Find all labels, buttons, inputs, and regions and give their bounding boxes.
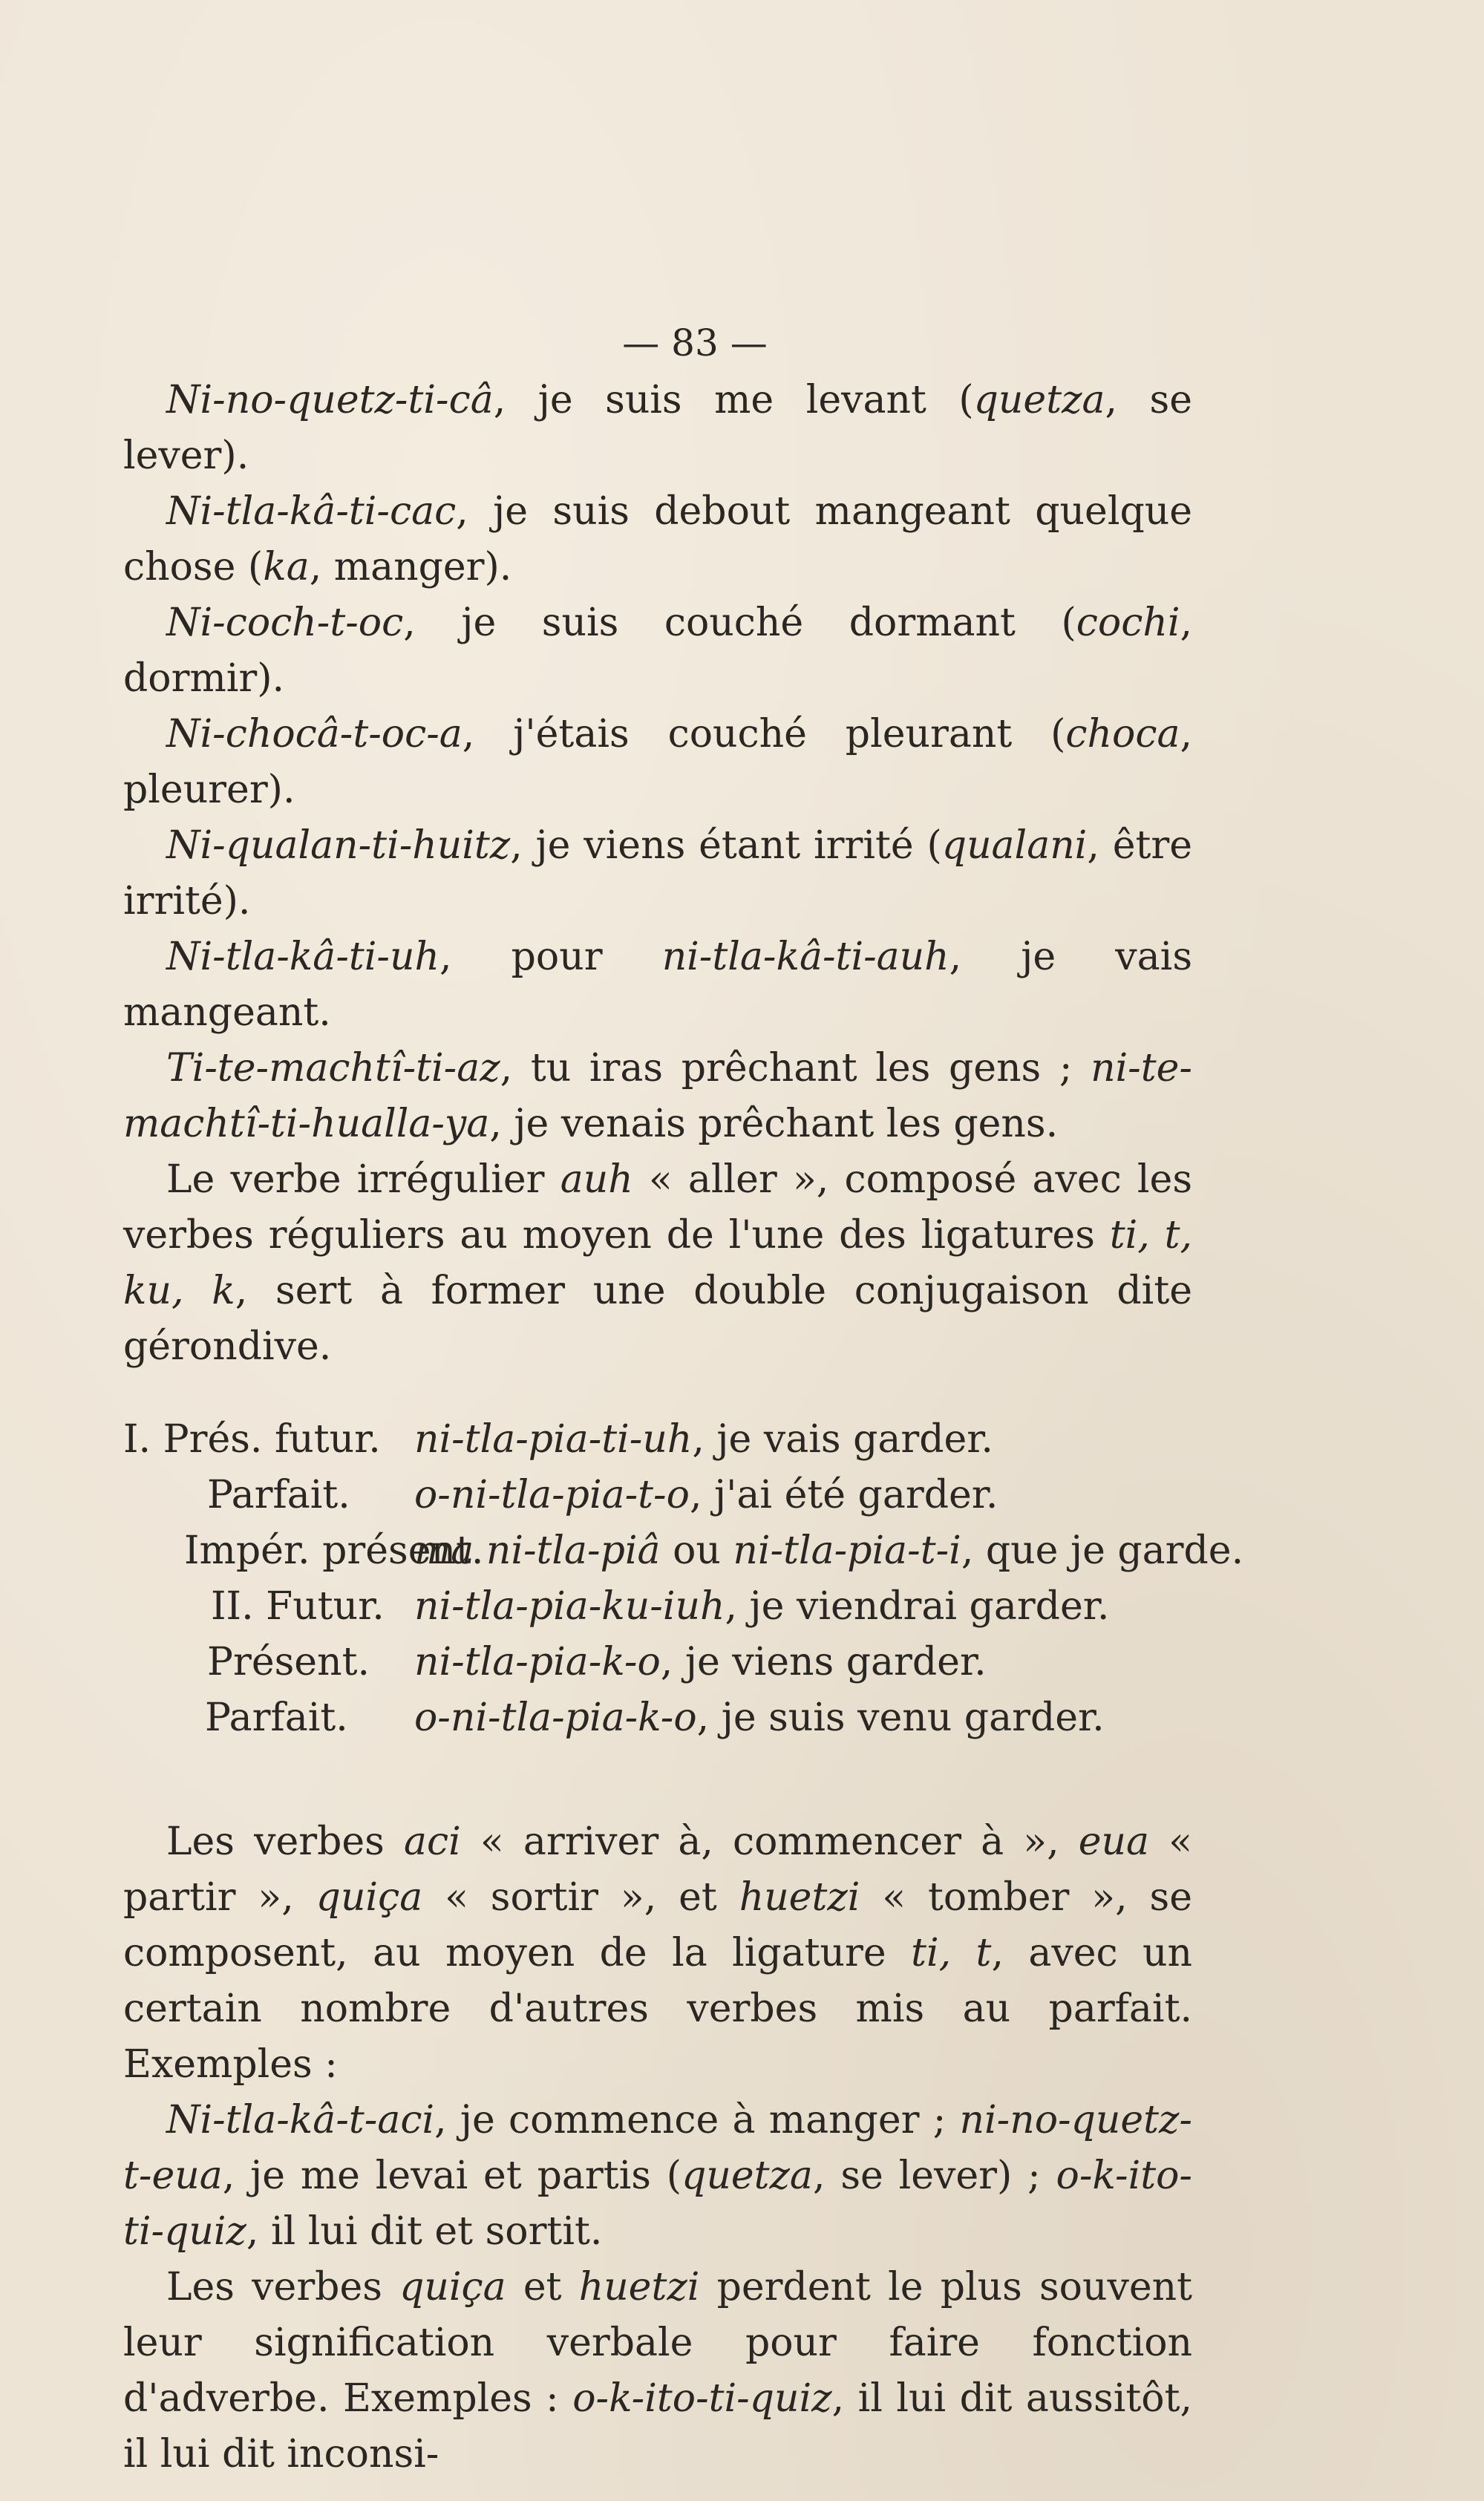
conjugation-form — [414, 1579, 1192, 1635]
italic-term: cochi — [1076, 601, 1180, 645]
text-run: , manger). — [309, 545, 512, 589]
italic-term: Ni-tla-kâ-ti-uh — [166, 935, 439, 979]
text-run: , j'ai été garder. — [689, 1473, 998, 1517]
text-run: , je viens garder. — [660, 1640, 987, 1684]
italic-term: ti, t, ku, k — [123, 1213, 1192, 1313]
italic-term: quetza — [973, 378, 1105, 422]
italic-term: Ni-tla-kâ-ti-cac — [166, 489, 457, 534]
paragraph — [123, 1041, 1192, 1152]
paragraph — [123, 595, 1192, 707]
italic-term: Ni-chocâ-t-oc-a — [166, 712, 462, 756]
paragraph — [123, 2093, 1192, 2260]
italic-term: ni-tla-pia-ti-uh — [414, 1417, 693, 1462]
text-run: , se lever). — [123, 378, 1192, 478]
italic-term: choca — [1065, 712, 1180, 756]
conjugation-form — [414, 1468, 1192, 1523]
text-run: Les verbes — [166, 2265, 400, 2309]
text-run: et — [506, 2265, 579, 2309]
italic-term: Ni-qualan-ti-huitz — [166, 823, 511, 868]
text-run: , je venais prêchant les gens. — [489, 1102, 1059, 1146]
text-run: « partir », — [123, 1820, 1192, 1920]
conjugation-table — [123, 1412, 1244, 1746]
italic-term: huetzi — [739, 1875, 860, 1920]
text-run: Le verbe irrégulier — [166, 1157, 560, 1202]
text-run: ou — [660, 1529, 733, 1573]
italic-term: quetza — [681, 2154, 813, 2198]
text-run: , avec un certain nombre d'autres verbes mis au parfait. Exemples : — [123, 1931, 1193, 2087]
text-run: , sert à former une double conjugaison dite gérondive. — [123, 1269, 1192, 1369]
intro-section — [123, 373, 1192, 1375]
page-body — [123, 316, 1244, 2482]
italic-term: ti, t — [911, 1931, 992, 1975]
italic-term: Ti-te-machtî-ti-az — [166, 1046, 500, 1091]
paragraph — [123, 707, 1192, 818]
text-run: , je suis me levant ( — [493, 378, 974, 422]
italic-term: Ni-coch-t-oc — [166, 601, 404, 645]
italic-term: qualani — [941, 823, 1088, 868]
text-run: « sortir », et — [422, 1875, 739, 1920]
text-run: , je viens étant irrité ( — [510, 823, 942, 868]
italic-term: ni-no-quetz-t-eua — [123, 2098, 1192, 2198]
italic-term: Ni-tla-kâ-t-aci — [166, 2098, 435, 2142]
page-number: — 83 — — [622, 321, 768, 364]
conjugation-form — [414, 1690, 1192, 1746]
italic-term: ni-tla-pia-t-i — [733, 1529, 961, 1573]
italic-term: o-k-ito-ti-quiz — [123, 2154, 1192, 2254]
paragraph — [123, 373, 1192, 484]
text-run: « aller », composé avec les verbes réguliers au moyen de l'une des ligatures — [123, 1157, 1193, 1258]
italic-term: eua — [1078, 1820, 1150, 1864]
tense-label: Parfait. — [207, 1473, 350, 1517]
text-run: , il lui dit aussitôt, il lui dit inconsi- — [123, 2376, 1192, 2477]
paragraph — [123, 818, 1192, 929]
tense-label: Parfait. — [205, 1696, 348, 1740]
text-run: , tu iras prêchant les gens ; — [500, 1046, 1091, 1091]
italic-term: ni-tla-kâ-ti-auh — [661, 935, 949, 979]
italic-term: ni-tla-pia-k-o — [414, 1640, 661, 1684]
text-run: « tomber », se composent, au moyen de la ligature — [123, 1875, 1192, 1975]
italic-term: aci — [404, 1820, 461, 1864]
tense-label: Impér. présent. — [184, 1529, 484, 1573]
conjugation-row — [123, 1690, 1192, 1746]
tense-label: II. Futur. — [211, 1584, 385, 1629]
tense-label: I. Prés. futur. — [123, 1417, 381, 1462]
conjugation-form — [414, 1523, 1243, 1579]
text-run: , il lui dit et sortit. — [246, 2209, 603, 2254]
italic-term: o-ni-tla-pia-k-o — [414, 1696, 697, 1740]
paragraph — [123, 484, 1192, 595]
text-run: , j'étais couché pleurant ( — [462, 712, 1066, 756]
italic-term: o-ni-tla-pia-t-o — [414, 1473, 690, 1517]
conjugation-row — [123, 1635, 1192, 1690]
italic-term: huetzi — [578, 2265, 700, 2309]
italic-term: ka — [263, 545, 310, 589]
paragraph — [123, 1814, 1192, 2093]
paragraph — [123, 929, 1192, 1041]
italic-term: ma ni-tla-piâ — [414, 1529, 661, 1573]
text-run: , être irrité). — [123, 823, 1192, 923]
text-run: , se lever) ; — [812, 2154, 1056, 2198]
conjugation-row — [123, 1412, 1192, 1468]
paragraph — [123, 2260, 1192, 2482]
text-run: perdent le plus souvent leur signification verbale pour faire fonction d'adverbe. Exemples : — [123, 2265, 1192, 2421]
text-run: , dormir). — [123, 601, 1192, 701]
text-run: , je commence à manger ; — [434, 2098, 960, 2142]
conjugation-row — [123, 1468, 1192, 1523]
text-run: , je suis debout mangeant quelque chose ( — [123, 489, 1192, 589]
italic-term: Ni-no-quetz-ti-câ — [166, 378, 494, 422]
text-run: , pour — [439, 935, 662, 979]
italic-term: ni-te-machtî-ti-hualla-ya — [123, 1046, 1192, 1146]
text-run: , pleurer). — [123, 712, 1192, 812]
text-run: , je vais mangeant. — [123, 935, 1192, 1035]
text-run: « arriver à, commencer à », — [460, 1820, 1079, 1864]
italic-term: ni-tla-pia-ku-iuh — [414, 1584, 725, 1629]
text-run: , je suis couché dormant ( — [403, 601, 1076, 645]
conjugation-row — [123, 1579, 1192, 1635]
conjugation-row — [123, 1523, 1244, 1579]
final-section — [123, 1814, 1192, 2482]
italic-term: quiça — [316, 1875, 423, 1920]
conjugation-form — [414, 1412, 1192, 1468]
italic-term: auh — [560, 1157, 633, 1202]
text-run: , je me levai et partis ( — [222, 2154, 682, 2198]
text-run: , je viendrai garder. — [725, 1584, 1110, 1629]
text-run: , je vais garder. — [692, 1417, 993, 1462]
italic-term: quiça — [399, 2265, 506, 2309]
tense-label: Présent. — [207, 1640, 370, 1684]
conjugation-form — [414, 1635, 1192, 1690]
italic-term: o-k-ito-ti-quiz — [572, 2376, 832, 2421]
paragraph — [123, 1152, 1192, 1375]
text-run: , que je garde. — [961, 1529, 1244, 1573]
text-run: Les verbes — [166, 1820, 404, 1864]
text-run: , je suis venu garder. — [696, 1696, 1105, 1740]
